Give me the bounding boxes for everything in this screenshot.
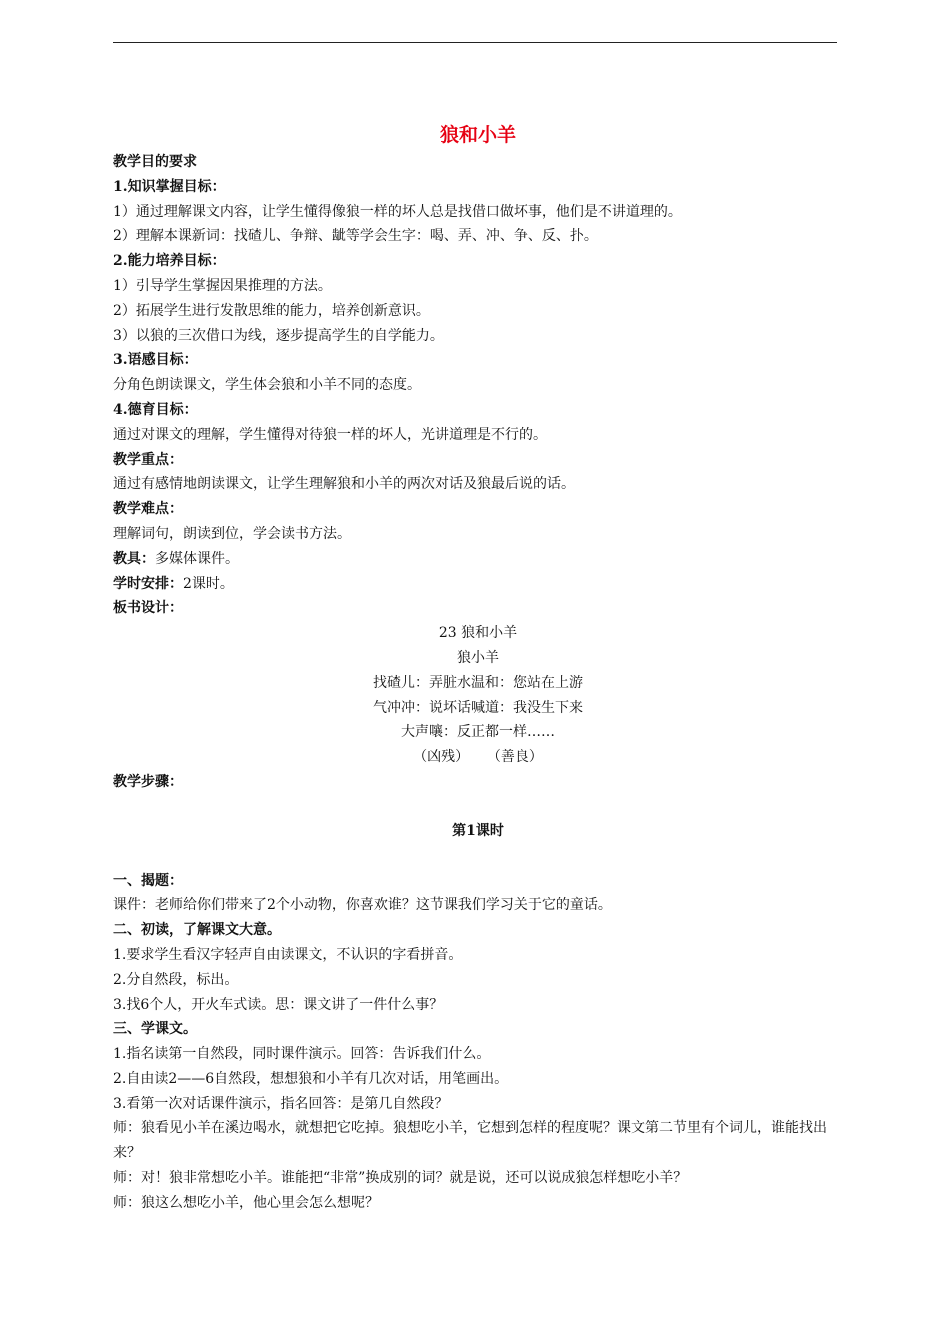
- time-text: 2课时。: [183, 575, 234, 592]
- difficulty-text: 理解词句，朗读到位，学会读书方法。: [113, 525, 351, 542]
- board-line-5: 大声嚷：反正都一样……: [401, 724, 555, 741]
- time-label: 学时安排：: [113, 575, 183, 592]
- step-1-text: 课件：老师给你们带来了2个小动物，你喜欢谁？这节课我们学习关于它的童话。: [113, 897, 612, 914]
- ability-item-3: 3）以狼的三次借口为线，逐步提高学生的自学能力。: [113, 327, 444, 344]
- board-line-2: 狼小羊: [457, 649, 499, 666]
- step-2-item-3: 3.找6个人，开火车式读。思：课文讲了一件什么事？: [113, 996, 444, 1013]
- board-heading: 板书设计：: [113, 600, 183, 617]
- board-line-3: 找碴儿：弄脏水温和：您站在上游: [373, 674, 583, 691]
- lesson-title: 第1课时: [452, 822, 504, 839]
- aims-heading: 教学目的要求: [113, 154, 197, 170]
- step-3-item-4: 师：狼看见小羊在溪边喝水，就想把它吃掉。狼想吃小羊，它想到怎样的程度呢？课文第二节里有个词儿，谁能找出来？: [113, 1120, 827, 1162]
- ability-heading: 2.能力培养目标：: [113, 253, 226, 270]
- tools-line: [113, 547, 843, 572]
- language-item-1: 分角色朗读课文，学生体会狼和小羊不同的态度。: [113, 377, 421, 394]
- step-3-item-3: 3.看第一次对话课件演示，指名回答：是第几自然段？: [113, 1095, 449, 1112]
- tools-label: 教具：: [113, 550, 155, 567]
- steps-heading: 教学步骤：: [113, 773, 183, 790]
- focus-text: 通过有感情地朗读课文，让学生理解狼和小羊的两次对话及狼最后说的话。: [113, 476, 575, 493]
- ability-item-1: 1）引导学生掌握因果推理的方法。: [113, 277, 332, 294]
- step-2-item-1: 1.要求学生看汉字轻声自由读课文，不认识的字看拼音。: [113, 946, 463, 963]
- knowledge-item-1: 1）通过理解课文内容，让学生懂得像狼一样的坏人总是找借口做坏事，他们是不讲道理的。: [113, 203, 682, 220]
- time-line: [113, 572, 843, 597]
- step-3-item-2: 2.自由读2——6自然段，想想狼和小羊有几次对话，用笔画出。: [113, 1070, 509, 1087]
- moral-heading: 4.德育目标：: [113, 401, 198, 418]
- moral-item-1: 通过对课文的理解，学生懂得对待狼一样的坏人，光讲道理是不行的。: [113, 426, 547, 443]
- tools-text: 多媒体课件。: [155, 550, 239, 567]
- board-line-6: （凶残） （善良）: [413, 749, 543, 766]
- step-3-item-5: 师：对！狼非常想吃小羊。谁能把“非常”换成别的词？就是说，还可以说成狼怎样想吃小羊？: [113, 1170, 688, 1187]
- language-heading: 3.语感目标：: [113, 352, 198, 369]
- header-rule: [113, 42, 837, 43]
- step-1-heading: 一、揭题：: [113, 872, 183, 889]
- document-title: 狼和小羊: [439, 124, 516, 146]
- ability-item-2: 2）拓展学生进行发散思维的能力，培养创新意识。: [113, 302, 430, 319]
- step-3-item-6: 师：狼这么想吃小羊，他心里会怎么想呢？: [113, 1194, 379, 1211]
- step-2-item-2: 2.分自然段，标出。: [113, 971, 239, 988]
- difficulty-heading: 教学难点：: [113, 501, 183, 518]
- knowledge-item-2: 2）理解本课新词：找碴儿、争辩、龇等学会生字：喝、弄、冲、争、反、扑。: [113, 228, 598, 245]
- focus-heading: 教学重点：: [113, 451, 183, 468]
- step-2-heading: 二、初读，了解课文大意。: [113, 922, 281, 939]
- step-3-heading: 三、学课文。: [113, 1021, 197, 1038]
- step-3-item-1: 1.指名读第一自然段，同时课件演示。回答：告诉我们什么。: [113, 1046, 491, 1063]
- board-line-4: 气冲冲：说坏话喊道：我没生下来: [373, 699, 583, 716]
- board-line-1: 23 狼和小羊: [438, 625, 518, 642]
- knowledge-heading: 1.知识掌握目标：: [113, 178, 226, 195]
- document-body: [113, 120, 843, 1216]
